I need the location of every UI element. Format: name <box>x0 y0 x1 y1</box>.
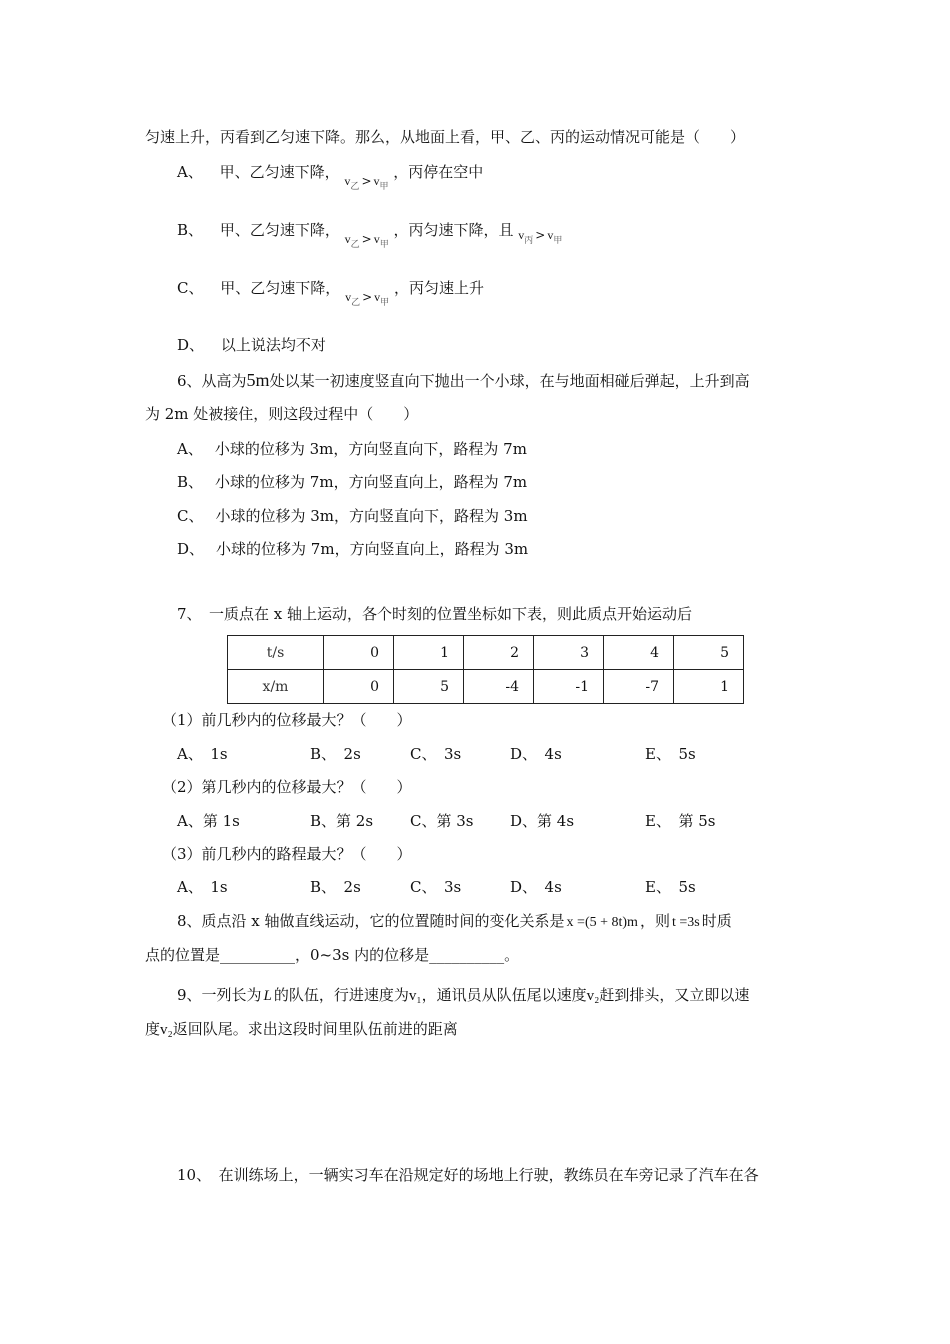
option-text: ，丙匀速下降，且 <box>393 221 514 239</box>
table-header-t: t/s <box>228 636 324 670</box>
option: A、 1s <box>177 878 228 896</box>
table-cell: 0 <box>324 636 394 670</box>
position-formula: x =(5 + 8t)m <box>566 915 638 930</box>
q8-stem-line2: 点的位置是__________，0~3s 内的位移是__________。 <box>145 946 520 964</box>
velocity-relation: $v_乙 > v_甲$ <box>344 174 389 192</box>
option: A、第 1s <box>177 812 240 830</box>
q6-option-c: C、 小球的位移为 3m，方向竖直向下，路程为 3m <box>177 507 528 525</box>
option-text: 甲、乙匀速下降， <box>219 221 340 239</box>
q6-option-b: B、 小球的位移为 7m，方向竖直向上，路程为 7m <box>177 473 528 491</box>
option-label: D、 <box>177 336 205 354</box>
table-cell: 4 <box>604 636 674 670</box>
option: B、 2s <box>310 878 361 896</box>
table-cell: -1 <box>534 670 604 704</box>
table-cell: -7 <box>604 670 674 704</box>
option: E、 5s <box>645 878 696 896</box>
table-cell: 3 <box>534 636 604 670</box>
velocity-symbol-v2: v₂ <box>586 988 600 1004</box>
option: E、 5s <box>645 745 696 763</box>
option: C、 3s <box>410 878 462 896</box>
time-value: t =3s <box>671 915 700 930</box>
q10-stem-line1: 10、 在训练场上，一辆实习车在沿规定好的场地上行驶，教练员在车旁记录了汽车在各 <box>177 1166 759 1184</box>
option: B、第 2s <box>310 812 374 830</box>
option-text: ，丙匀速上升 <box>393 279 484 297</box>
table-row <box>228 636 744 670</box>
q5-option-b <box>177 220 563 250</box>
q7-stem: 7、 一质点在 x 轴上运动，各个时刻的位置坐标如下表，则此质点开始运动后 <box>177 605 693 623</box>
option: D、 4s <box>510 878 562 896</box>
table-row <box>228 670 744 704</box>
table-cell: 5 <box>394 670 464 704</box>
option-label: A、 <box>177 163 203 181</box>
table-header-x: x/m <box>228 670 324 704</box>
q6-stem-line2: 为 2m 处被接住，则这段过程中（ ） <box>145 405 419 423</box>
table-cell: 1 <box>394 636 464 670</box>
q5-option-c <box>177 278 484 308</box>
velocity-symbol-v2: v₂ <box>160 1022 173 1038</box>
q8-stem-line1: 8、质点沿 x 轴做直线运动，它的位置随时间的变化关系是 x =(5 + 8t)m ，则 t =3s 时质 <box>177 912 732 930</box>
q5-option-d <box>177 335 326 355</box>
q7-sub1-question: （1）前几秒内的位移最大？（ ） <box>162 711 412 729</box>
q5-stem-tail: 匀速上升，丙看到乙匀速下降。那么，从地面上看，甲、乙、丙的运动情况可能是（ ） <box>145 128 746 146</box>
q9-stem-line2: 度v₂返回队尾。求出这段时间里队伍前进的距离 <box>145 1020 458 1038</box>
length-symbol: L <box>263 988 272 1004</box>
q6-stem-line1: 6、从高为5m处以某一初速度竖直向下抛出一个小球，在与地面相碰后弹起，上升到高 <box>177 370 750 390</box>
option-text: 以上说法均不对 <box>220 336 326 354</box>
option: A、 1s <box>177 745 228 763</box>
option-label: B、 <box>177 221 204 239</box>
velocity-symbol-v1: v₁ <box>408 988 422 1004</box>
option-text: 甲、乙匀速下降， <box>219 163 340 181</box>
option-text: ，丙停在空中 <box>393 163 484 181</box>
option: C、 3s <box>410 745 462 763</box>
velocity-relation: $v_乙 > v_甲$ <box>345 290 390 308</box>
table-cell: 1 <box>674 670 744 704</box>
table-cell: 0 <box>324 670 394 704</box>
velocity-relation: $v_丙 > v_甲$ <box>518 228 563 246</box>
option: D、 4s <box>510 745 562 763</box>
option: E、 第 5s <box>645 812 716 830</box>
option: B、 2s <box>310 745 361 763</box>
q9-stem-line1: 9、一列长为 L 的队伍，行进速度为v₁，通讯员从队伍尾以速度v₂赶到排头，又立即以速 <box>177 986 750 1004</box>
table-cell: 5 <box>674 636 744 670</box>
q7-sub3-question: （3）前几秒内的路程最大？（ ） <box>162 845 412 863</box>
height-value: 5m <box>246 370 270 390</box>
position-table <box>227 635 744 704</box>
option: C、第 3s <box>410 812 474 830</box>
option-label: C、 <box>177 279 204 297</box>
option: D、第 4s <box>510 812 575 830</box>
option-text: 甲、乙匀速下降， <box>220 279 341 297</box>
q6-option-d: D、 小球的位移为 7m，方向竖直向上，路程为 3m <box>177 540 529 558</box>
velocity-relation: $v_乙 > v_甲$ <box>344 232 389 250</box>
table-cell: -4 <box>464 670 534 704</box>
q5-option-a <box>177 162 484 192</box>
q6-option-a: A、 小球的位移为 3m，方向竖直向下，路程为 7m <box>177 440 527 458</box>
table-cell: 2 <box>464 636 534 670</box>
q7-sub2-question: （2）第几秒内的位移最大？（ ） <box>162 778 412 796</box>
